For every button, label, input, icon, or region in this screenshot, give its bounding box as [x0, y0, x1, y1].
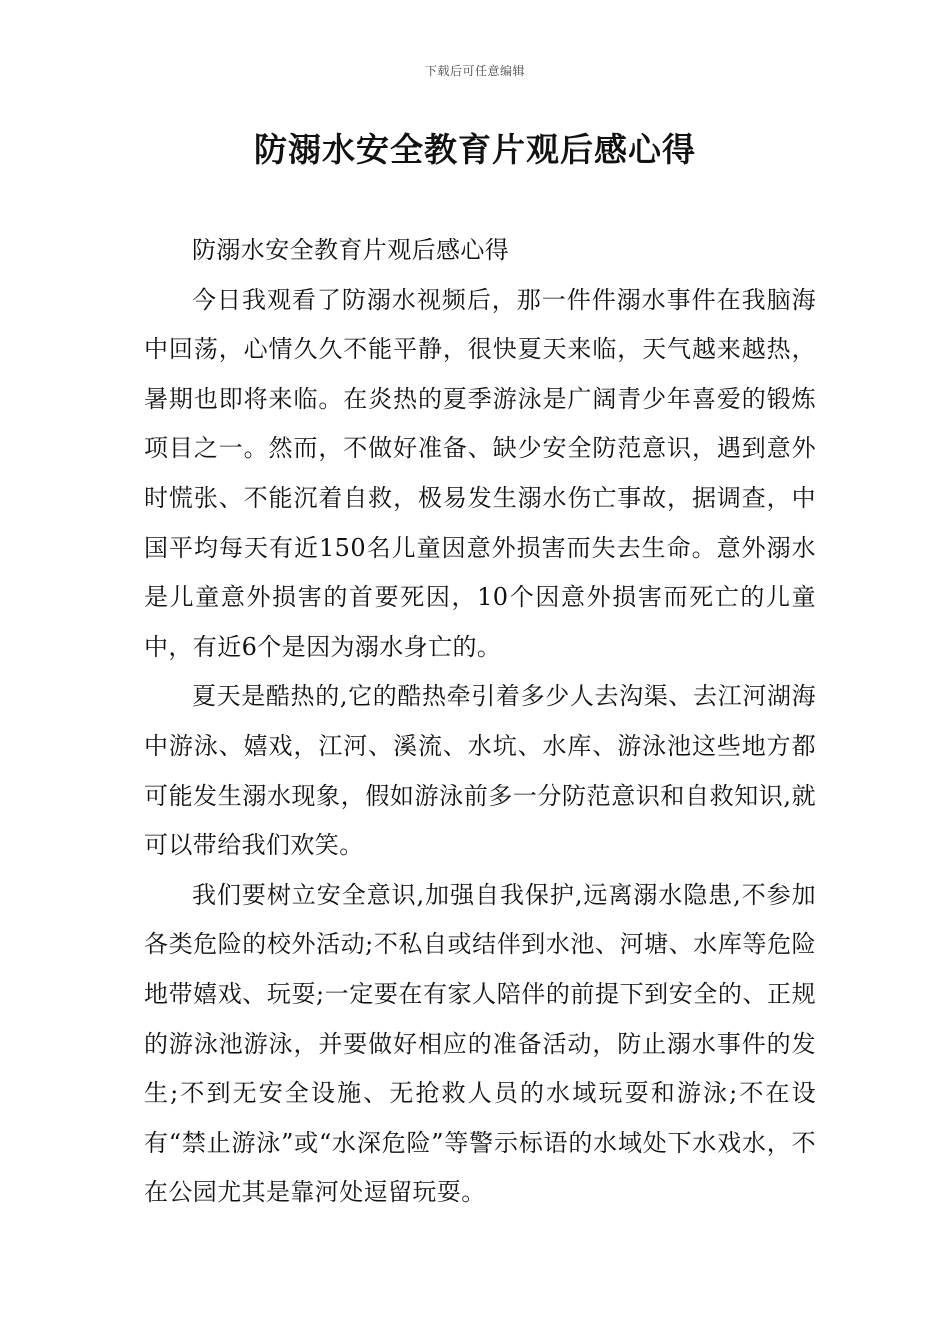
paragraph-safety: 我们要树立安全意识,加强自我保护,远离溺水隐患,不参加各类危险的校外活动;不私自或结伴到水池、河塘、水库等危险地带嬉戏、玩耍;一定要在有家人陪伴的前提下到安全的、正规的游泳池游泳，并要做好相应的准备活动，防止溺水事件的发生;不到无安全设施、无抢救人员的水域玩耍和游泳;不在设有“禁止游泳”或“水深危险”等警示标语的水域处下水戏水，不在公园尤其是靠河处逗留玩耍。	[144, 880, 816, 1207]
paragraph-summer: 夏天是酷热的,它的酷热牵引着多少人去沟渠、去江河湖海中游泳、嬉戏，江河、溪流、水坑、水库、游泳池这些地方都可能发生溺水现象，假如游泳前多一分防范意识和自救知识,就可以带给我们欢笑。	[144, 682, 816, 860]
page-header-note: 下载后可任意编辑	[424, 64, 525, 78]
paragraph-subtitle: 防溺水安全教育片观后感心得	[192, 236, 510, 264]
paragraph-intro: 今日我观看了防溺水视频后，那一件件溺水事件在我脑海中回荡，心情久久不能平静，很快夏天来临，天气越来越热，暑期也即将来临。在炎热的夏季游泳是广阔青少年喜爱的锻炼项目之一。然而，不做好准备、缺少安全防范意识，遇到意外时慌张、不能沉着自救，极易发生溺水伤亡事故，据调查，中国平均每天有近150名儿童因意外损害而失去生命。意外溺水是儿童意外损害的首要死因，10个因意外损害而死亡的儿童中，有近6个是因为溺水身亡的。	[144, 285, 816, 661]
document-body	[144, 226, 816, 1218]
document-title: 防溺水安全教育片观后感心得	[254, 130, 696, 169]
